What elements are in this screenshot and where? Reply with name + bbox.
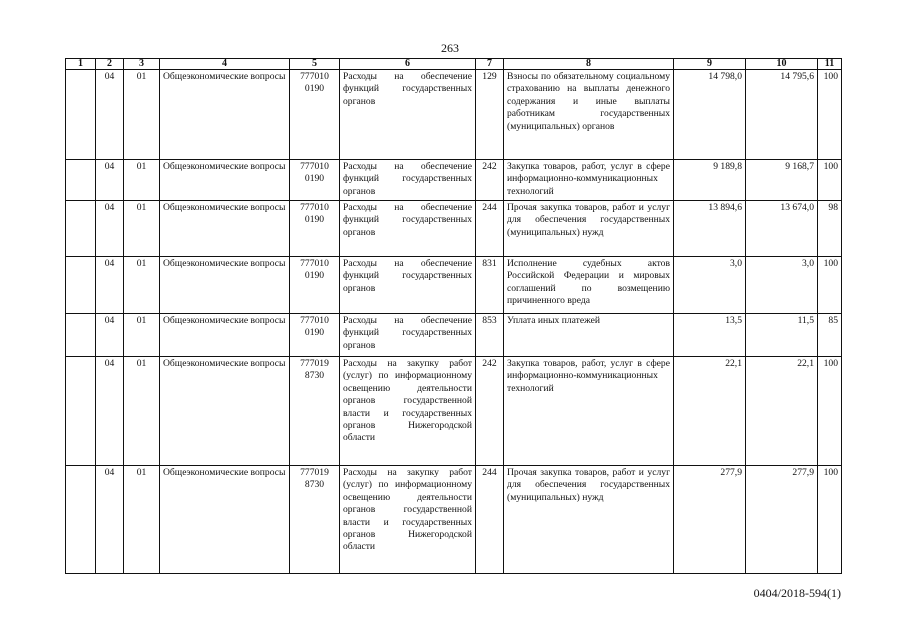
cell-col-1 — [66, 70, 96, 160]
cell-expense-name: Уплата иных платежей — [504, 314, 674, 357]
cell-expense-code: 242 — [476, 160, 504, 201]
cell-section-name: Общеэкономические вопросы — [160, 70, 290, 160]
header-col-6: 6 — [340, 59, 476, 70]
cell-actual-amount: 9 168,7 — [746, 160, 818, 201]
cell-section: 04 — [96, 257, 124, 314]
cell-section: 04 — [96, 314, 124, 357]
cell-actual-amount: 14 795,6 — [746, 70, 818, 160]
cell-target-code: 777010 0190 — [290, 257, 340, 314]
cell-expense-name: Закупка товаров, работ, услуг в сфере информационно-коммуникационных технологий — [504, 160, 674, 201]
header-col-11: 11 — [818, 59, 842, 70]
cell-col-1 — [66, 257, 96, 314]
cell-subsection: 01 — [124, 70, 160, 160]
table-row — [66, 466, 842, 574]
header-col-7: 7 — [476, 59, 504, 70]
cell-col-1 — [66, 314, 96, 357]
cell-target-code: 777010 0190 — [290, 160, 340, 201]
cell-target-name: Расходы на закупку работ (услуг) по информационному освещению деятельности органов государственной власти и государственных органов Нижегородской области — [340, 466, 476, 574]
cell-subsection: 01 — [124, 466, 160, 574]
cell-target-code: 777019 8730 — [290, 466, 340, 574]
cell-subsection: 01 — [124, 357, 160, 466]
cell-col-1 — [66, 201, 96, 257]
cell-section-name: Общеэкономические вопросы — [160, 357, 290, 466]
cell-subsection: 01 — [124, 201, 160, 257]
cell-expense-name: Прочая закупка товаров, работ и услуг для обеспечения государственных (муниципальных) нужд — [504, 466, 674, 574]
cell-section-name: Общеэкономические вопросы — [160, 201, 290, 257]
cell-target-code: 777010 0190 — [290, 201, 340, 257]
cell-col-1 — [66, 160, 96, 201]
cell-percent: 100 — [818, 466, 842, 574]
header-col-1: 1 — [66, 59, 96, 70]
table-row — [66, 160, 842, 201]
cell-subsection: 01 — [124, 314, 160, 357]
cell-target-name: Расходы на обеспечение функций государственных органов — [340, 70, 476, 160]
cell-actual-amount: 13 674,0 — [746, 201, 818, 257]
table-row — [66, 357, 842, 466]
cell-subsection: 01 — [124, 160, 160, 201]
cell-section: 04 — [96, 160, 124, 201]
budget-table — [65, 58, 842, 574]
cell-target-name: Расходы на обеспечение функций государственных органов — [340, 201, 476, 257]
header-col-3: 3 — [124, 59, 160, 70]
cell-actual-amount: 3,0 — [746, 257, 818, 314]
cell-target-code: 777019 8730 — [290, 357, 340, 466]
cell-planned-amount: 3,0 — [674, 257, 746, 314]
cell-section-name: Общеэкономические вопросы — [160, 160, 290, 201]
cell-target-name: Расходы на обеспечение функций государственных органов — [340, 257, 476, 314]
cell-expense-code: 831 — [476, 257, 504, 314]
cell-section: 04 — [96, 357, 124, 466]
cell-percent: 100 — [818, 160, 842, 201]
cell-percent: 100 — [818, 70, 842, 160]
cell-expense-code: 129 — [476, 70, 504, 160]
cell-target-name: Расходы на обеспечение функций государственных органов — [340, 160, 476, 201]
header-col-8: 8 — [504, 59, 674, 70]
cell-section-name: Общеэкономические вопросы — [160, 314, 290, 357]
table-row — [66, 201, 842, 257]
cell-section-name: Общеэкономические вопросы — [160, 466, 290, 574]
cell-expense-code: 242 — [476, 357, 504, 466]
cell-section-name: Общеэкономические вопросы — [160, 257, 290, 314]
cell-planned-amount: 9 189,8 — [674, 160, 746, 201]
cell-section: 04 — [96, 70, 124, 160]
header-row — [66, 59, 842, 70]
cell-actual-amount: 22,1 — [746, 357, 818, 466]
cell-percent: 100 — [818, 257, 842, 314]
cell-percent: 100 — [818, 357, 842, 466]
cell-col-1 — [66, 357, 96, 466]
cell-target-code: 777010 0190 — [290, 314, 340, 357]
cell-section: 04 — [96, 201, 124, 257]
header-col-2: 2 — [96, 59, 124, 70]
cell-expense-name: Взносы по обязательному социальному страхованию на выплаты денежного содержания и иные выплаты работникам государственных (муниципальных) органов — [504, 70, 674, 160]
cell-expense-name: Прочая закупка товаров, работ и услуг для обеспечения государственных (муниципальных) нужд — [504, 201, 674, 257]
cell-expense-name: Закупка товаров, работ, услуг в сфере информационно-коммуникационных технологий — [504, 357, 674, 466]
table-row — [66, 314, 842, 357]
cell-expense-code: 244 — [476, 466, 504, 574]
cell-section: 04 — [96, 466, 124, 574]
header-col-9: 9 — [674, 59, 746, 70]
header-col-10: 10 — [746, 59, 818, 70]
cell-col-1 — [66, 466, 96, 574]
cell-expense-code: 244 — [476, 201, 504, 257]
cell-actual-amount: 277,9 — [746, 466, 818, 574]
cell-actual-amount: 11,5 — [746, 314, 818, 357]
header-col-5: 5 — [290, 59, 340, 70]
cell-target-code: 777010 0190 — [290, 70, 340, 160]
header-col-4: 4 — [160, 59, 290, 70]
page-number: 263 — [441, 41, 459, 55]
cell-expense-name: Исполнение судебных актов Российской Федерации и мировых соглашений по возмещению причиненного вреда — [504, 257, 674, 314]
cell-expense-code: 853 — [476, 314, 504, 357]
cell-percent: 85 — [818, 314, 842, 357]
cell-percent: 98 — [818, 201, 842, 257]
cell-planned-amount: 14 798,0 — [674, 70, 746, 160]
document-code: 0404/2018-594(1) — [753, 586, 841, 600]
cell-target-name: Расходы на обеспечение функций государственных органов — [340, 314, 476, 357]
cell-planned-amount: 13,5 — [674, 314, 746, 357]
cell-target-name: Расходы на закупку работ (услуг) по информационному освещению деятельности органов государственной власти и государственных органов Нижегородской области — [340, 357, 476, 466]
cell-subsection: 01 — [124, 257, 160, 314]
table-row — [66, 70, 842, 160]
cell-planned-amount: 13 894,6 — [674, 201, 746, 257]
table-row — [66, 257, 842, 314]
cell-planned-amount: 22,1 — [674, 357, 746, 466]
cell-planned-amount: 277,9 — [674, 466, 746, 574]
